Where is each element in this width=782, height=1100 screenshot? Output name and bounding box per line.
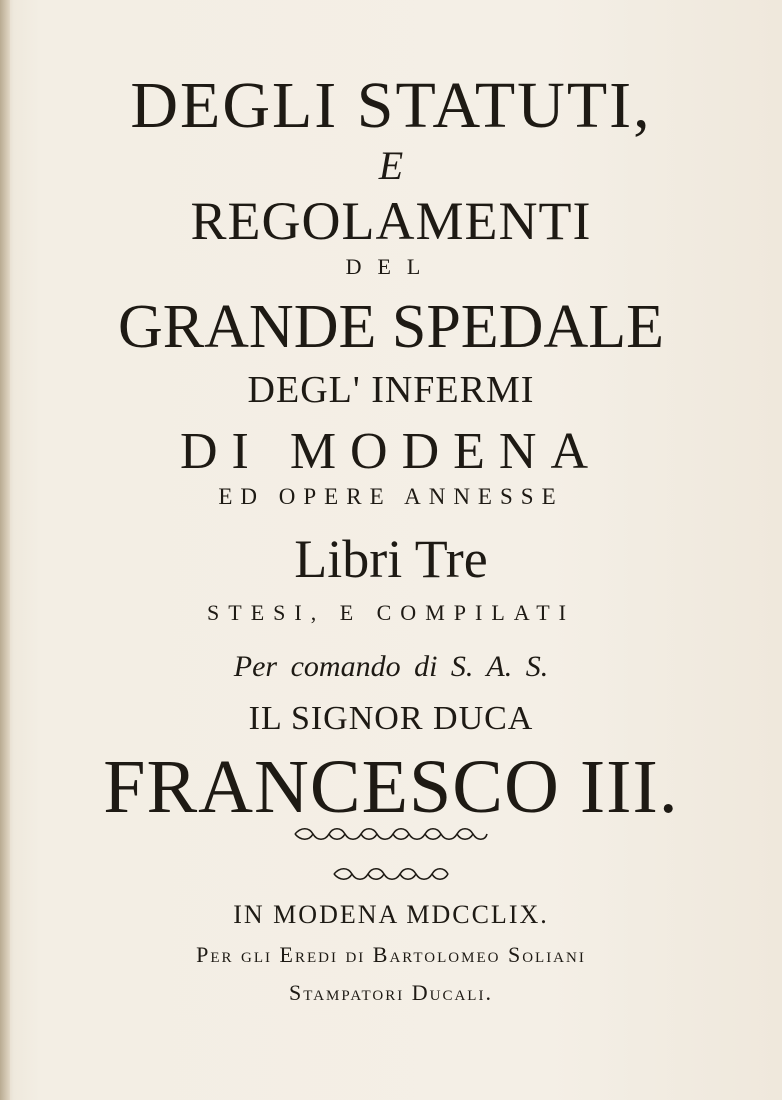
title-line-10: STESI, E COMPILATI — [207, 600, 575, 625]
title-line-4: DEL — [345, 254, 437, 279]
scroll-chain-ornament-icon — [291, 826, 491, 842]
ornament-short-icon — [0, 866, 782, 882]
title-line-2: E — [378, 143, 404, 188]
ornament-long-icon — [0, 826, 782, 842]
title-line-11: Per comando di S. A. S. — [233, 650, 549, 683]
title-line-12: IL SIGNOR DUCA — [248, 700, 534, 737]
title-line-13: FRANCESCO III. — [103, 745, 679, 829]
scroll-chain-ornament-icon — [330, 866, 452, 882]
imprint-role: Stampatori Ducali. — [289, 980, 493, 1005]
title-line-6: DEGL' INFERMI — [247, 369, 535, 411]
title-line-7: DI MODENA — [179, 423, 603, 480]
title-line-5: GRANDE SPEDALE — [118, 293, 664, 361]
title-line-8: ED OPERE ANNESSE — [218, 484, 564, 509]
imprint-printer: Per gli Eredi di Bartolomeo Soliani — [196, 942, 586, 967]
title-line-9: Libri Tre — [294, 529, 488, 589]
imprint-place-date: IN MODENA MDCCLIX. — [233, 900, 549, 929]
title-line-3: REGOLAMENTI — [190, 191, 592, 251]
title-line-1: DEGLI STATUTI, — [130, 69, 652, 142]
